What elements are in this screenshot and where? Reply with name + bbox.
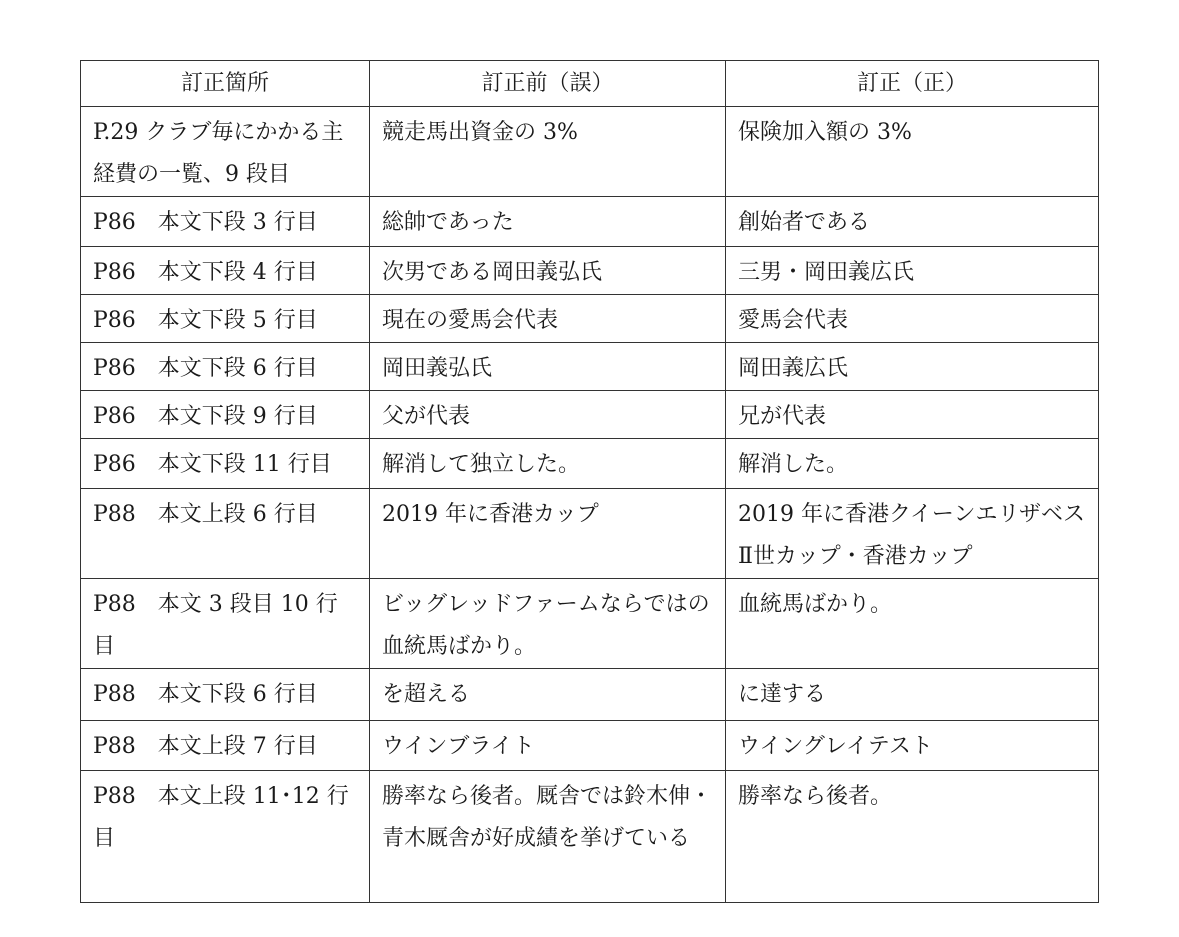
cell-after: 三男・岡田義広氏 bbox=[726, 247, 1099, 295]
cell-after: 兄が代表 bbox=[726, 391, 1099, 439]
table-row bbox=[81, 721, 1099, 771]
cell-before: 競走馬出資金の 3% bbox=[370, 107, 726, 197]
cell-after: 保険加入額の 3% bbox=[726, 107, 1099, 197]
cell-after: 血統馬ばかり。 bbox=[726, 579, 1099, 669]
cell-location: P88 本文下段 6 行目 bbox=[81, 669, 370, 721]
table-row bbox=[81, 489, 1099, 579]
header-row bbox=[81, 61, 1099, 107]
table-row bbox=[81, 391, 1099, 439]
cell-location: P88 本文上段 7 行目 bbox=[81, 721, 370, 771]
cell-location: P86 本文下段 3 行目 bbox=[81, 197, 370, 247]
cell-location: P86 本文下段 11 行目 bbox=[81, 439, 370, 489]
cell-location: P86 本文下段 5 行目 bbox=[81, 295, 370, 343]
cell-before: 父が代表 bbox=[370, 391, 726, 439]
cell-before: を超える bbox=[370, 669, 726, 721]
cell-after: 岡田義広氏 bbox=[726, 343, 1099, 391]
cell-before: 総帥であった bbox=[370, 197, 726, 247]
errata-table bbox=[80, 60, 1099, 903]
cell-after: に達する bbox=[726, 669, 1099, 721]
cell-location: P86 本文下段 9 行目 bbox=[81, 391, 370, 439]
cell-after: 愛馬会代表 bbox=[726, 295, 1099, 343]
cell-location: P.29 クラブ毎にかかる主経費の一覧、9 段目 bbox=[81, 107, 370, 197]
cell-before: 次男である岡田義弘氏 bbox=[370, 247, 726, 295]
cell-before: 勝率なら後者。厩舎では鈴木伸・青木厩舎が好成績を挙げている bbox=[370, 771, 726, 903]
cell-before: 2019 年に香港カップ bbox=[370, 489, 726, 579]
header-before: 訂正前（誤） bbox=[370, 61, 726, 107]
table-row bbox=[81, 579, 1099, 669]
cell-before: 現在の愛馬会代表 bbox=[370, 295, 726, 343]
table-row bbox=[81, 669, 1099, 721]
table-row bbox=[81, 107, 1099, 197]
table-row bbox=[81, 439, 1099, 489]
header-after: 訂正（正） bbox=[726, 61, 1099, 107]
cell-location: P86 本文下段 6 行目 bbox=[81, 343, 370, 391]
cell-after: 創始者である bbox=[726, 197, 1099, 247]
cell-after: ウイングレイテスト bbox=[726, 721, 1099, 771]
cell-location: P88 本文上段 6 行目 bbox=[81, 489, 370, 579]
cell-location: P86 本文下段 4 行目 bbox=[81, 247, 370, 295]
table-row bbox=[81, 197, 1099, 247]
cell-before: ビッグレッドファームならではの血統馬ばかり。 bbox=[370, 579, 726, 669]
header-location: 訂正箇所 bbox=[81, 61, 370, 107]
cell-after: 2019 年に香港クイーンエリザベスⅡ世カップ・香港カップ bbox=[726, 489, 1099, 579]
cell-before: 岡田義弘氏 bbox=[370, 343, 726, 391]
table-row bbox=[81, 343, 1099, 391]
cell-before: ウインブライト bbox=[370, 721, 726, 771]
table-row bbox=[81, 295, 1099, 343]
table-row bbox=[81, 771, 1099, 903]
table-row bbox=[81, 247, 1099, 295]
cell-after: 勝率なら後者。 bbox=[726, 771, 1099, 903]
cell-after: 解消した。 bbox=[726, 439, 1099, 489]
cell-location: P88 本文上段 11･12 行目 bbox=[81, 771, 370, 903]
cell-location: P88 本文 3 段目 10 行目 bbox=[81, 579, 370, 669]
cell-before: 解消して独立した。 bbox=[370, 439, 726, 489]
